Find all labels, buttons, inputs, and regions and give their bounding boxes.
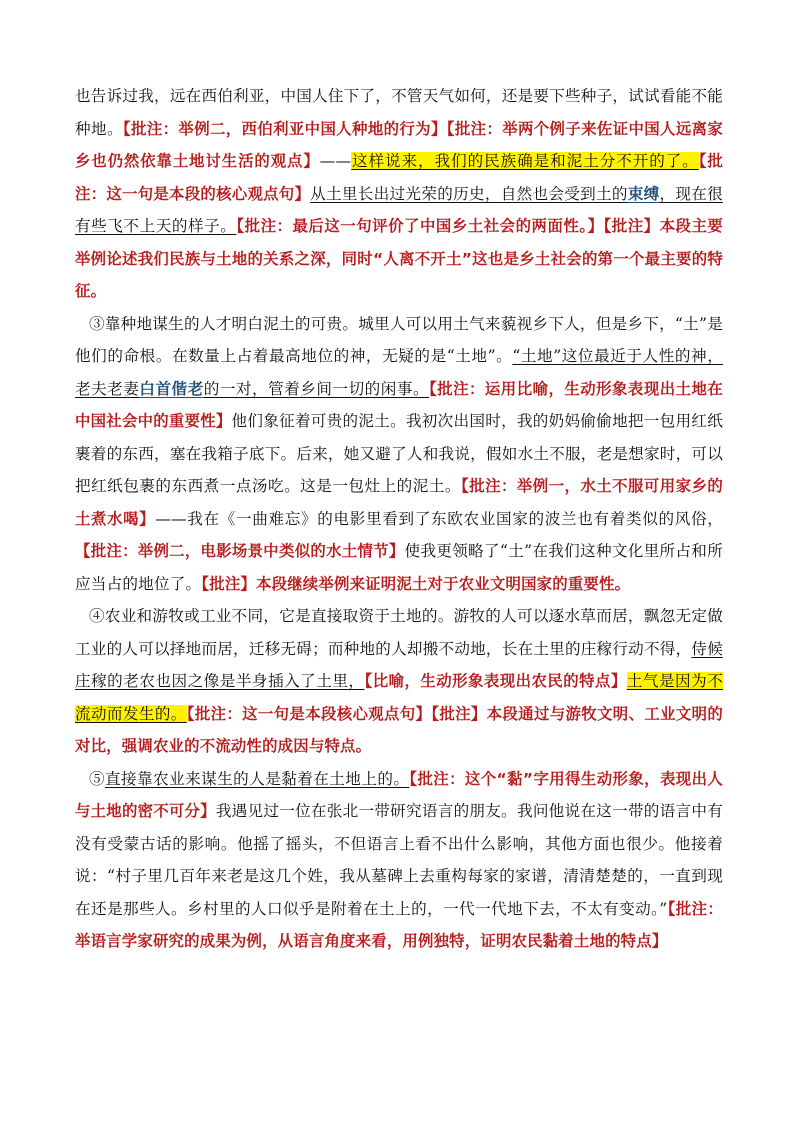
body-text: 我遇见过一位在张北一带研究语言的朋友。我问他说在这一带的语言中有没有受蒙古话的影响。他摇了摇头，不但语言上看不出什么影响，其他方面也很少。他接着说：“村子里几百年来老是这几个姓，我从墓碑上去重构每家的家谱，清清楚楚的，一直到现在还是那些人。乡村里的人口似乎是附着在土上的，一代一代地下去，不太有变动。” [75,802,723,918]
annotation: 【批注：举例二，西伯利亚中国人种地的行为】 [122,119,447,138]
annotation: 【批注：这个“黏”字用得生动形象，表现出人与土地的密不可分】 [75,769,724,820]
body-text: ③靠种地谋生的人才明白泥土的可贵。城里人可以用土气来藐视乡下人，但是乡下，“土”是他们的命根。在数量上占着最高地位的神，无疑的是“土地”。 [75,314,723,365]
body-text: ——我在《一曲难忘》的电影里看到了东欧农业国家的波兰也有着类似的风俗， [155,509,723,528]
paragraph-3 [75,308,723,601]
annotation: 【批注：最后这一句评价了中国乡土社会的两面性。】【批注】本段主要举例论述我们民族与土地的关系之深，同时“人离不开土”这也是乡土社会的第一个最主要的特征。 [75,217,723,300]
annotation: 【批注：举两个例子来佐证中国人远离家乡也仍然依靠土地讨生活的观点】 [75,119,723,170]
underlined-text: “土地”这位最近于人性的神，老夫老妻 [75,347,723,398]
body-text: 他们象征着可贵的泥土。我初次出国时，我的奶妈偷偷地把一包用红纸裹着的东西，塞在我箱子底下。后来，她又避了人和我说，假如水土不服，老是想家时，可以把红纸包裹的东西煮一点汤吃。这是一包灶上的泥土。 [75,412,723,495]
annotation: 【批注：举例一，水土不服可用家乡的土煮水喝】 [75,477,723,528]
paragraph-5 [75,763,723,958]
annotation: 【批注：举语言学家研究的成果为例，从语言角度来看，用例独特，证明农民黏着土地的特点】 [75,899,723,950]
body-text: ④农业和游牧或工业不同，它是直接取资于土地的。游牧的人可以逐水草而居，飘忽无定做工业的人可以择地而居，迁移无碍；而种地的人却搬不动地，长在土里的庄稼行动不得， [75,607,723,658]
highlighted-key-sentence: 这样说来，我们的民族确是和泥土分不开的了。 [351,152,699,170]
dash: —— [319,152,352,170]
keyword: 白首偕老 [139,379,204,398]
annotation: 【批注】本段继续举例来证明泥土对于农业文明国家的重要性。 [201,574,631,593]
annotation: 【批注：举例二，电影场景中类似的水土情节】 [75,542,405,560]
keyword: 束缚 [627,184,660,203]
underlined-text: 的一对，管着乡间一切的闲事。 [203,379,430,398]
paragraph-4 [75,600,723,763]
underlined-text: 侍候庄稼的老农也因之像是半身插入了土里， [75,639,723,690]
highlighted-key-sentence: 土气是因为不流动而发生的。 [75,672,724,723]
underlined-text: 从土里长出过光荣的历史，自然也会受到土的 [310,184,628,203]
annotation: 【比喻，生动形象表现出农民的特点】 [364,672,627,690]
annotation: 【批注：运用比喻，生动形象表现出土地在中国社会中的重要性】 [75,379,723,430]
paragraph-number: ⑤ [89,769,106,788]
body-text: 也告诉过我，远在西伯利亚，中国人住下了，不管天气如何，还是要下些种子，试试看能不能种地。 [75,87,723,138]
body-text: 使我更领略了“土”在我们这种文化里所占和所应当占的地位了。 [75,542,723,593]
annotation: 【批注：这一句是本段核心观点句】【批注】本段通过与游牧文明、工业文明的对比，强调农业的不流动性的成因与特点。 [75,704,723,755]
paragraph-2-end [75,80,723,308]
annotation: 【批注：这一句是本段的核心观点句】 [75,152,723,203]
underlined-text: ，现在很有些飞不上天的样子。 [75,184,723,235]
underlined-text: 直接靠农业来谋生的人是黏着在土地上的。 [105,769,410,788]
document-page [75,80,723,958]
